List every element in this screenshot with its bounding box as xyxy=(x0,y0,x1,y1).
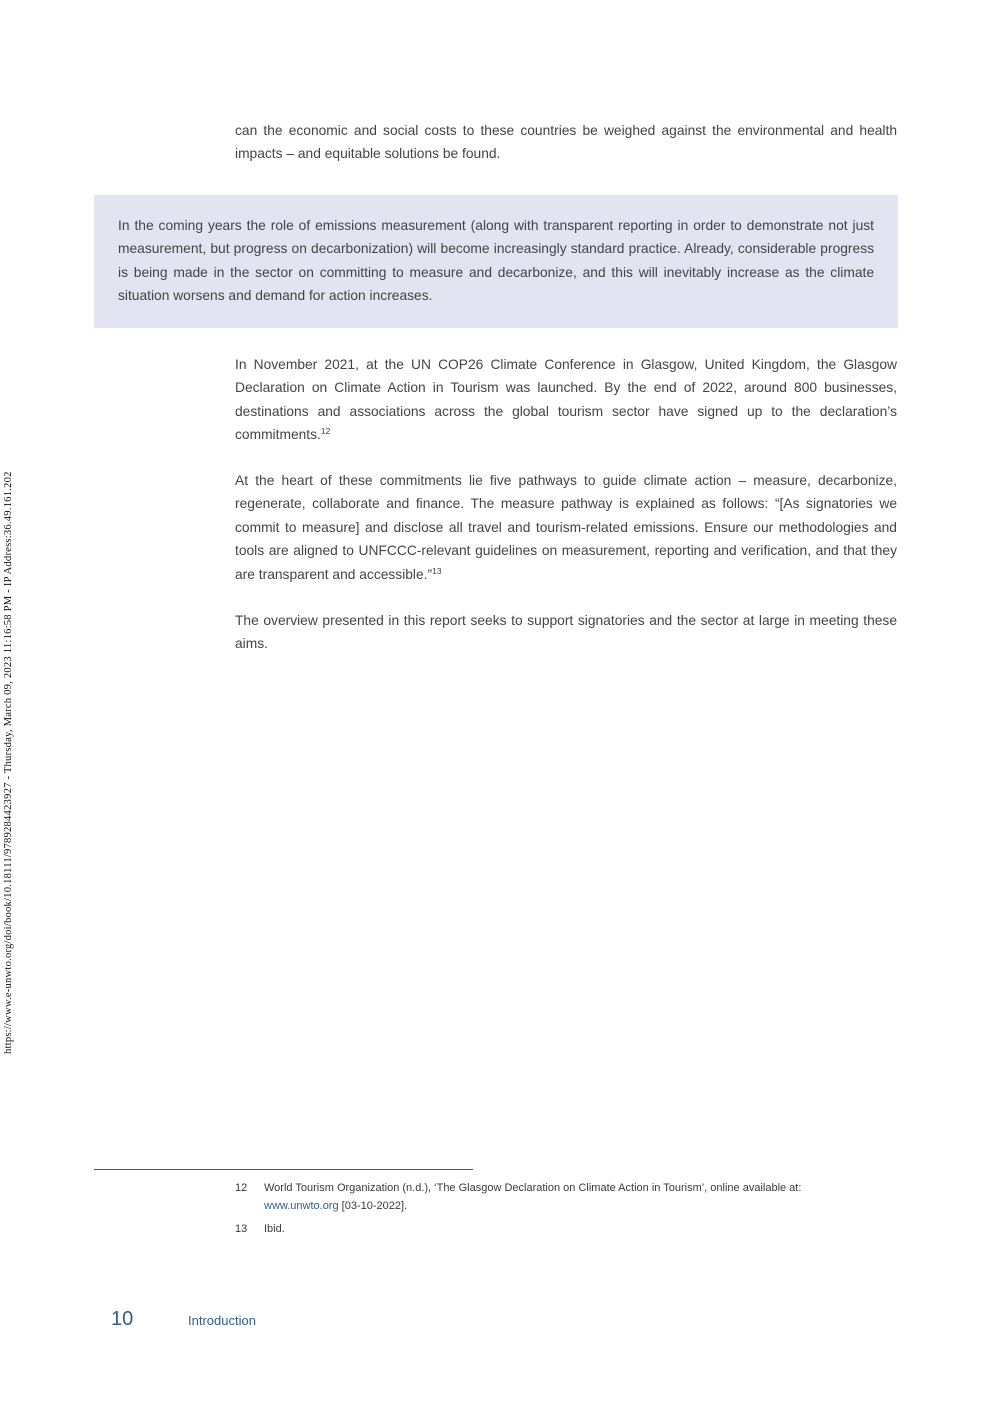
highlight-box xyxy=(94,195,898,328)
footnote-number: 12 xyxy=(235,1182,248,1194)
paragraph-pathways-text: At the heart of these commitments lie five pathways to guide climate action – measure, decarbonize, regenerate, collaborate and finance. The measure pathway is explained as follows: “[As signatories we commit to measure] and disclose all travel and tourism-related emissions. Ensure our methodologies and tools are aligned to UNFCCC-relevant guidelines on measurement, reporting and verification, and that they are transparent and accessible.” xyxy=(235,473,897,582)
download-stamp xyxy=(2,348,16,1054)
footnote-12-text: World Tourism Organization (n.d.), ‘The Glasgow Declaration on Climate Action in Tourism’, online available at: xyxy=(264,1182,802,1194)
footnote-ref-12[interactable]: 12 xyxy=(320,426,331,437)
paragraph-pathways xyxy=(235,469,897,586)
footnote-12-date: [03-10-2022]. xyxy=(338,1200,408,1212)
unwto-link[interactable]: www.unwto.org xyxy=(264,1200,339,1212)
running-footer-section: Introduction xyxy=(188,1313,256,1328)
highlight-box-text: In the coming years the role of emissions measurement (along with transparent reporting in order to demonstrate not just measurement, but progress on decarbonization) will become increasingly standard practice. Already, considerable progress is being made in the sector on committing to measure and decarbonize, and this will inevitably increase as the climate situation worsens and demand for action increases. xyxy=(118,218,874,304)
paragraph-intro-continuation: can the economic and social costs to these countries be weighed against the environmental and health impacts – and equitable solutions be found. xyxy=(235,123,897,162)
paragraph-glasgow-declaration-text: In November 2021, at the UN COP26 Climate Conference in Glasgow, United Kingdom, the Glasgow Declaration on Climate Action in Tourism was launched. By the end of 2022, around 800 businesses, destinations and associations across the global tourism sector have signed up to the declaration’s commitments. xyxy=(235,357,897,443)
download-stamp-text: https://www.e-unwto.org/doi/book/10.18111/9789284423927 - Thursday, March 09, 2023 11:16:58 PM - IP Address:36.49.161.202 xyxy=(3,471,14,1054)
page-number: 10 xyxy=(111,1308,134,1330)
footnote-text xyxy=(264,1179,897,1215)
footnote-text: Ibid. xyxy=(264,1223,285,1235)
footnote-number: 13 xyxy=(235,1223,248,1235)
footnote-divider xyxy=(94,1169,473,1170)
paragraph-overview: The overview presented in this report seeks to support signatories and the sector at large in meeting these aims. xyxy=(235,613,897,652)
paragraph-glasgow-declaration xyxy=(235,353,897,447)
footnote-12 xyxy=(235,1179,897,1215)
footnote-13 xyxy=(235,1220,897,1238)
footnote-ref-13[interactable]: 13 xyxy=(432,565,442,576)
